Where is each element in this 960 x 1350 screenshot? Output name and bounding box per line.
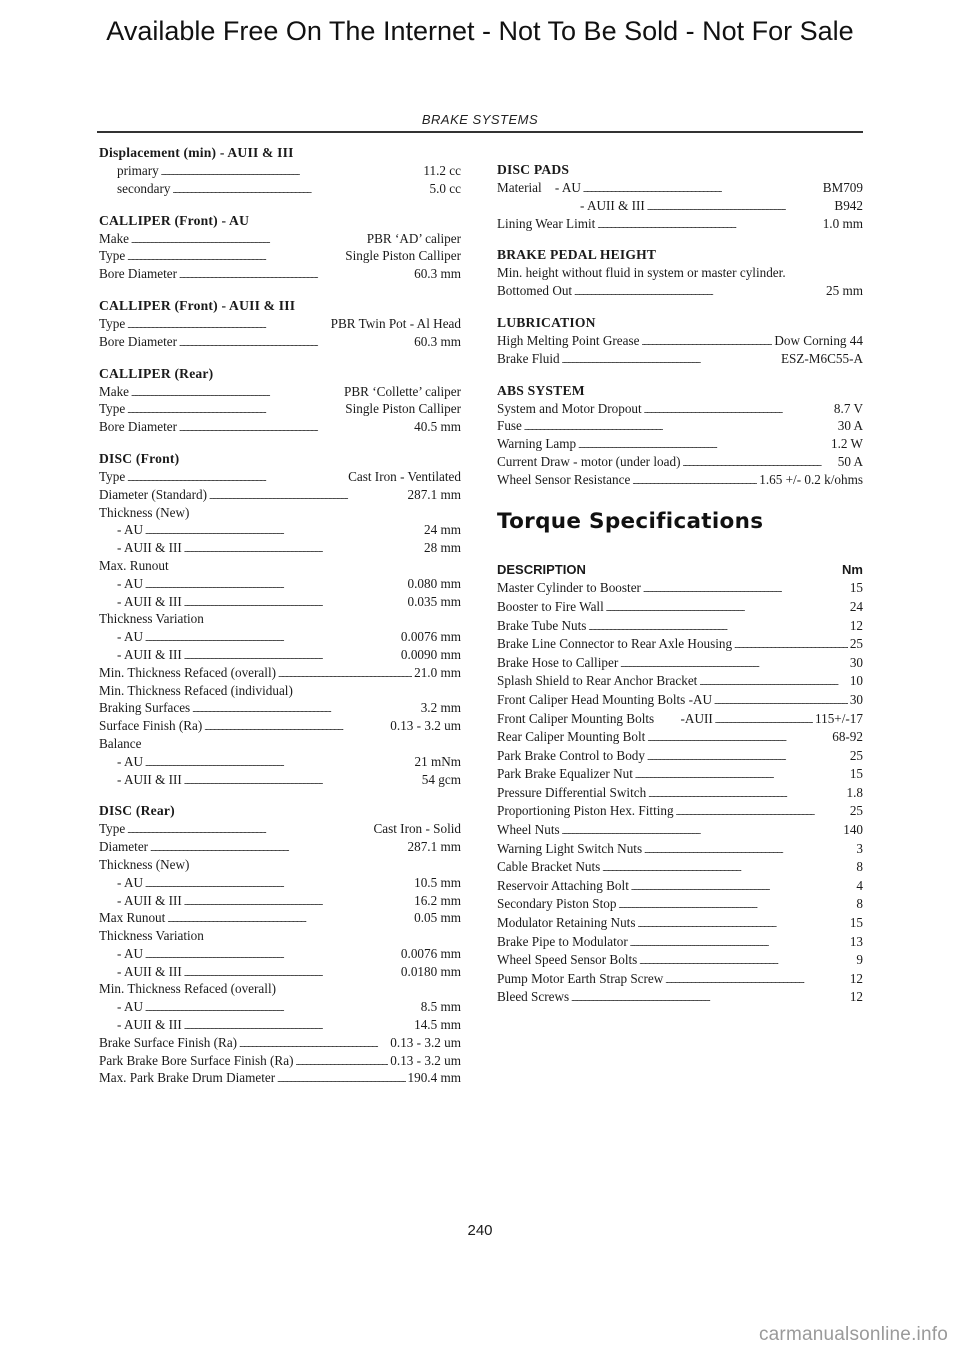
spec-value: 0.13 - 3.2 um: [390, 1052, 461, 1068]
spec-label: Type: [99, 315, 126, 331]
leader-dots: [632, 471, 757, 491]
spec-value: 10: [849, 673, 863, 689]
leader-dots: [588, 617, 847, 637]
spec-value: 11.2 cc: [423, 163, 461, 178]
spec-label: Min. Thickness Refaced (overall): [99, 664, 276, 680]
spec-value: 12: [849, 970, 863, 986]
banner-text: Available Free On The Internet - Not To Be Sold - Not For Sale: [106, 16, 854, 46]
spec-value: 8: [856, 859, 863, 875]
section-heading: CALLIPER (Front) - AUII & III: [99, 297, 296, 313]
spec-row: [497, 400, 863, 418]
spec-value: 287.1 mm: [407, 486, 461, 502]
spec-row: [497, 215, 863, 233]
leader-dots: [184, 771, 420, 791]
spec-label: - AU: [117, 575, 144, 591]
leader-dots: [172, 180, 427, 200]
spec-value: 16.2 mm: [414, 892, 461, 908]
section-heading: DISC (Front): [99, 450, 180, 466]
spec-value: PBR ‘AD’ caliper: [366, 230, 461, 246]
spec-value: 13: [849, 933, 863, 949]
spec-row: [99, 575, 461, 593]
spec-row: [99, 980, 461, 998]
spec-row: [99, 247, 461, 265]
right-column: [497, 160, 863, 1007]
spec-value: 1.65 +/- 0.2 k/ohms: [759, 471, 863, 487]
spec-row: [99, 521, 461, 539]
spec-value: ESZ-M6C55-A: [780, 350, 863, 366]
spec-row: [99, 628, 461, 646]
spec-row: [99, 1052, 461, 1070]
spec-row: [99, 771, 461, 789]
spec-label: - AU: [117, 629, 144, 645]
spec-value: 9: [856, 952, 863, 968]
torque-table-header: [497, 560, 863, 579]
spec-label: Diameter: [99, 839, 149, 855]
spec-label: Min. Thickness Refaced (individual): [99, 682, 293, 698]
spec-label: - AUII & III: [117, 1017, 182, 1033]
torque-row: [497, 710, 863, 729]
leader-dots: [620, 654, 848, 674]
spec-label: Min. Thickness Refaced (overall): [99, 981, 276, 997]
spec-value: 115+/-17: [815, 710, 863, 726]
spec-value: 8.7 V: [833, 400, 863, 416]
spec-row: [99, 856, 461, 874]
spec-value: 10.5 mm: [414, 874, 461, 890]
section-heading: ABS SYSTEM: [497, 382, 585, 398]
spec-row: [99, 945, 461, 963]
spec-label: Make: [99, 383, 130, 399]
spec-label: Thickness (New): [99, 856, 190, 872]
spec-value: 24: [849, 598, 863, 614]
spec-row: [99, 998, 461, 1016]
spec-label: - AU: [117, 874, 144, 890]
spec-row: [99, 593, 461, 611]
leader-dots: [643, 579, 848, 599]
leader-dots: [606, 598, 848, 618]
spec-value: 0.13 - 3.2 um: [390, 718, 461, 734]
torque-row: [497, 728, 863, 747]
spec-row: [99, 610, 461, 628]
title-rule: [97, 131, 863, 133]
spec-value: 68-92: [832, 729, 863, 745]
spec-label: Type: [99, 401, 126, 417]
leader-dots: [648, 784, 844, 804]
torque-row: [497, 840, 863, 859]
torque-description-header: DESCRIPTION: [497, 562, 586, 578]
spec-section: [497, 313, 863, 368]
spec-row: [99, 963, 461, 981]
spec-value: 0.0076 mm: [400, 629, 461, 645]
spec-row: [99, 820, 461, 838]
torque-row: [497, 895, 863, 914]
spec-label: - AU: [117, 999, 144, 1015]
torque-title: Torque Specifications: [497, 508, 764, 534]
spec-row: [497, 179, 863, 197]
spec-row: [99, 557, 461, 575]
spec-row: [497, 197, 863, 215]
torque-table: [497, 579, 863, 1007]
spec-label: Type: [99, 248, 126, 264]
spec-label: Surface Finish (Ra): [99, 718, 203, 734]
section-heading: CALLIPER (Rear): [99, 365, 214, 381]
leader-dots: [179, 265, 412, 285]
spec-label: - AUII & III: [580, 197, 645, 213]
spec-label: Brake Hose to Calliper: [497, 654, 619, 670]
spec-value: 24 mm: [424, 522, 461, 538]
spec-value: 14.5 mm: [414, 1017, 461, 1033]
spec-label: - AU: [117, 522, 144, 538]
spec-value: 0.0076 mm: [400, 945, 461, 961]
spec-value: BM709: [822, 180, 863, 195]
spec-row: [99, 180, 461, 198]
spec-value: 15: [849, 915, 863, 931]
spec-label: Wheel Nuts: [497, 822, 560, 838]
leader-dots: [574, 282, 824, 302]
spec-value: 28 mm: [424, 540, 461, 556]
leader-dots: [597, 215, 820, 235]
spec-value: 40.5 mm: [414, 419, 461, 435]
torque-row: [497, 988, 863, 1007]
torque-unit-header: Nm: [842, 562, 863, 578]
spec-value: 1.8: [846, 784, 863, 800]
spec-row: [99, 468, 461, 486]
section-heading: LUBRICATION: [497, 314, 596, 330]
leader-dots: [204, 717, 388, 737]
spec-value: 60.3 mm: [414, 266, 461, 282]
spec-value: Cast Iron - Solid: [373, 821, 461, 837]
spec-label: Bottomed Out: [497, 283, 573, 299]
spec-label: Bleed Screws: [497, 989, 570, 1005]
spec-value: 50 A: [837, 453, 863, 469]
spec-row: [99, 162, 461, 180]
spec-label: Splash Shield to Rear Anchor Bracket: [497, 673, 698, 689]
spec-label: Type: [99, 821, 126, 837]
spec-label: Brake Fluid: [497, 350, 560, 366]
spec-label: Reservoir Attaching Bolt: [497, 877, 629, 893]
spec-label: Make: [99, 230, 130, 246]
torque-row: [497, 579, 863, 598]
spec-label: Lining Wear Limit: [497, 215, 596, 231]
spec-label: Thickness Variation: [99, 928, 204, 944]
section-heading: DISC PADS: [497, 162, 570, 177]
spec-section: [99, 211, 461, 283]
spec-label: primary: [117, 163, 159, 178]
spec-value: 25: [849, 636, 863, 652]
spec-label: Brake Pipe to Modulator: [497, 933, 628, 949]
spec-label: Type: [99, 468, 126, 484]
torque-row: [497, 821, 863, 840]
spec-row: [99, 682, 461, 700]
spec-label: Warning Lamp: [497, 436, 577, 452]
spec-value: Single Piston Calliper: [345, 248, 461, 264]
leader-dots: [571, 988, 848, 1008]
section-heading: Displacement (min) - AUII & III: [99, 145, 294, 160]
spec-value: 1.2 W: [831, 436, 863, 452]
leader-dots: [602, 858, 854, 878]
spec-row: [99, 1069, 461, 1087]
spec-label: Max. Runout: [99, 557, 169, 573]
spec-value: 15: [849, 766, 863, 782]
spec-row: [99, 230, 461, 248]
spec-section: [99, 364, 461, 436]
spec-label: Master Cylinder to Booster: [497, 580, 641, 596]
leader-dots: [184, 593, 406, 613]
leader-dots: [562, 350, 779, 370]
leader-dots: [184, 539, 422, 559]
spec-value: PBR Twin Pot - Al Head: [330, 315, 461, 331]
spec-label: Balance: [99, 735, 142, 751]
spec-value: 25: [849, 747, 863, 763]
spec-row: [99, 1016, 461, 1034]
page-number: 240: [467, 1222, 493, 1239]
leader-dots: [179, 333, 412, 353]
leader-dots: [639, 951, 854, 971]
spec-value: 54 gcm: [421, 771, 461, 787]
leader-dots: [647, 728, 830, 748]
torque-row: [497, 617, 863, 636]
spec-label: - AUII & III: [117, 963, 182, 979]
leader-dots: [647, 747, 848, 767]
spec-row: [99, 646, 461, 664]
spec-label: Secondary Piston Stop: [497, 896, 617, 912]
spec-label: - AU: [117, 945, 144, 961]
spec-value: 0.035 mm: [407, 593, 461, 609]
torque-row: [497, 914, 863, 933]
spec-value: 30 A: [837, 418, 863, 434]
spec-row: [99, 539, 461, 557]
spec-row: [99, 400, 461, 418]
spec-row: [497, 471, 863, 489]
spec-value: 15: [849, 580, 863, 596]
spec-label: Brake Tube Nuts: [497, 617, 587, 633]
spec-section: [497, 245, 863, 300]
spec-row: [99, 717, 461, 735]
leader-dots: [644, 840, 854, 860]
leader-dots: [665, 970, 848, 990]
spec-value: 4: [856, 877, 863, 893]
spec-label: Park Brake Bore Surface Finish (Ra): [99, 1052, 294, 1068]
torque-row: [497, 970, 863, 989]
section-note: Min. height without fluid in system or master cylinder.: [497, 265, 786, 281]
leader-dots: [637, 914, 847, 934]
spec-value: 12: [849, 617, 863, 633]
spec-value: 0.0180 mm: [400, 963, 461, 979]
spec-label: Diameter (Standard): [99, 486, 208, 502]
spec-label: Wheel Sensor Resistance: [497, 471, 631, 487]
spec-label: Brake Surface Finish (Ra): [99, 1034, 238, 1050]
spec-row: [99, 1034, 461, 1052]
spec-label: System and Motor Dropout: [497, 400, 642, 416]
spec-label: Bore Diameter: [99, 333, 177, 349]
spec-row: [99, 664, 461, 682]
spec-label: Park Brake Equalizer Nut: [497, 766, 633, 782]
spec-row: [99, 504, 461, 522]
left-column: [99, 143, 461, 1100]
leader-dots: [278, 664, 412, 684]
spec-value: 30: [849, 691, 863, 707]
spec-value: B942: [834, 197, 863, 213]
spec-row: [99, 735, 461, 753]
spec-value: PBR ‘Collette’ caliper: [344, 383, 461, 399]
spec-label: Current Draw - motor (under load): [497, 453, 681, 469]
spec-value: 21.0 mm: [414, 664, 461, 680]
spec-label: Park Brake Control to Body: [497, 747, 645, 763]
spec-value: 140: [843, 822, 863, 838]
spec-row: [497, 332, 863, 350]
spec-label: Brake Line Connector to Rear Axle Housing: [497, 636, 733, 652]
torque-row: [497, 951, 863, 970]
spec-label: - AU: [117, 753, 144, 769]
spec-row: [497, 282, 863, 300]
spec-label: Booster to Fire Wall: [497, 598, 604, 614]
leader-dots: [179, 418, 412, 438]
torque-row: [497, 654, 863, 673]
spec-label: Warning Light Switch Nuts: [497, 840, 643, 856]
spec-label: Fuse: [497, 418, 522, 434]
spec-section: [99, 801, 461, 1087]
leader-dots: [562, 821, 842, 841]
torque-row: [497, 858, 863, 877]
spec-value: 8.5 mm: [420, 999, 461, 1015]
torque-row: [497, 784, 863, 803]
spec-label: Modulator Retaining Nuts: [497, 915, 636, 931]
leader-dots: [635, 765, 848, 785]
torque-row: [497, 672, 863, 691]
spec-label: Wheel Speed Sensor Bolts: [497, 952, 638, 968]
spec-label: Front Caliper Mounting Bolts -AUII: [497, 710, 713, 726]
section-heading: BRAKE PEDAL HEIGHT: [497, 247, 657, 263]
spec-value: 0.13 - 3.2 um: [390, 1034, 461, 1050]
spec-row: [99, 383, 461, 401]
spec-label: Thickness Variation: [99, 611, 204, 627]
spec-row: [99, 315, 461, 333]
spec-value: Dow Corning 44: [774, 332, 863, 348]
spec-row: [99, 874, 461, 892]
spec-section: [99, 449, 461, 788]
spec-value: 25 mm: [826, 283, 863, 299]
spec-value: 0.080 mm: [407, 575, 461, 591]
page-title: BRAKE SYSTEMS: [421, 112, 539, 127]
spec-value: 0.0090 mm: [400, 646, 461, 662]
spec-value: 190.4 mm: [407, 1070, 461, 1086]
spec-label: Braking Surfaces: [99, 700, 191, 716]
spec-section: [497, 160, 863, 232]
leader-dots: [715, 710, 813, 730]
spec-value: 60.3 mm: [414, 333, 461, 349]
spec-value: Single Piston Calliper: [345, 401, 461, 417]
spec-label: Pressure Differential Switch: [497, 784, 647, 800]
spec-value: 287.1 mm: [407, 839, 461, 855]
spec-label: High Melting Point Grease: [497, 332, 640, 348]
spec-row: [497, 417, 863, 435]
torque-row: [497, 747, 863, 766]
torque-row: [497, 635, 863, 654]
spec-value: 25: [849, 803, 863, 819]
spec-label: Thickness (New): [99, 504, 190, 520]
section-heading: CALLIPER (Front) - AU: [99, 212, 250, 228]
spec-row: [497, 350, 863, 368]
spec-row: [497, 435, 863, 453]
spec-value: 5.0 cc: [429, 180, 461, 196]
torque-row: [497, 598, 863, 617]
spec-label: Rear Caliper Mounting Bolt: [497, 729, 646, 745]
spec-row: [99, 892, 461, 910]
torque-row: [497, 765, 863, 784]
spec-row: [99, 699, 461, 717]
section-heading: DISC (Rear): [99, 803, 175, 819]
spec-row: [99, 838, 461, 856]
spec-row: [99, 927, 461, 945]
spec-row: [99, 333, 461, 351]
spec-label: - AUII & III: [117, 540, 182, 556]
spec-value: 1.0 mm: [822, 215, 863, 231]
watermark: carmanualsonline.info: [758, 1324, 948, 1345]
spec-label: secondary: [117, 180, 171, 196]
spec-label: Max. Park Brake Drum Diameter: [99, 1070, 276, 1086]
spec-label: Proportioning Piston Hex. Fitting: [497, 803, 674, 819]
right-spec-sections: [497, 160, 863, 489]
spec-label: Max Runout: [99, 910, 166, 926]
spec-label: - AUII & III: [117, 892, 182, 908]
spec-label: Cable Bracket Nuts: [497, 859, 601, 875]
spec-label: - AUII & III: [117, 771, 182, 787]
spec-value: 30: [849, 654, 863, 670]
spec-row: [99, 265, 461, 283]
spec-row: [99, 418, 461, 436]
spec-value: 12: [849, 989, 863, 1005]
torque-row: [497, 691, 863, 710]
spec-label: Pump Motor Earth Strap Screw: [497, 970, 664, 986]
torque-row: [497, 802, 863, 821]
leader-dots: [277, 1069, 405, 1089]
spec-label: Material - AU: [497, 180, 581, 195]
torque-row: [497, 877, 863, 896]
spec-section: [99, 143, 461, 198]
spec-section: [99, 296, 461, 351]
spec-value: 21 mNm: [414, 753, 461, 769]
spec-row: [497, 453, 863, 471]
spec-label: Front Caliper Head Mounting Bolts -AU: [497, 691, 713, 707]
leader-dots: [676, 802, 848, 822]
spec-value: Cast Iron - Ventilated: [348, 468, 461, 484]
spec-section: [497, 381, 863, 489]
leader-dots: [618, 895, 854, 915]
spec-row: [99, 753, 461, 771]
spec-label: Bore Diameter: [99, 419, 177, 435]
leader-dots: [714, 691, 848, 711]
spec-row: [99, 909, 461, 927]
spec-value: 3: [856, 840, 863, 856]
leader-dots: [631, 877, 855, 897]
spec-label: - AUII & III: [117, 646, 182, 662]
leader-dots: [630, 933, 848, 953]
spec-value: 3.2 mm: [420, 700, 461, 716]
leader-dots: [699, 672, 847, 692]
spec-label: - AUII & III: [117, 593, 182, 609]
leader-dots: [167, 909, 412, 929]
leader-dots: [734, 635, 848, 655]
spec-value: 8: [856, 896, 863, 912]
spec-value: 0.05 mm: [414, 910, 461, 926]
spec-label: Bore Diameter: [99, 266, 177, 282]
torque-row: [497, 933, 863, 952]
leader-dots: [209, 486, 405, 506]
spec-row: [99, 486, 461, 504]
